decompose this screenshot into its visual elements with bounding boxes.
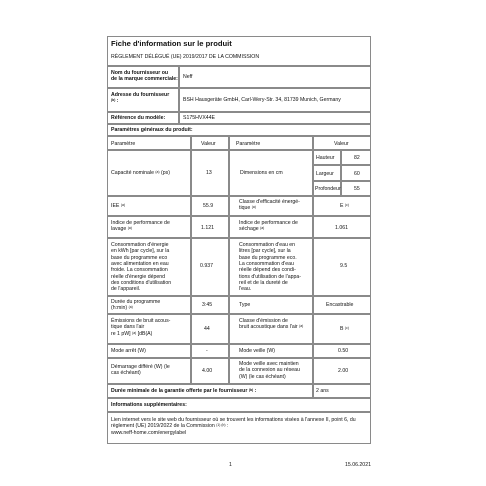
dimension-depth-value: 55 [354, 186, 360, 192]
dimension-height-value: 82 [354, 155, 360, 161]
footer-date: 15.06.2021 [345, 462, 371, 468]
supplier-name-label: Nom du fournisseur ou de la marque commerciale: [111, 70, 178, 83]
programme-duration-label: Durée du programme (h:min) $^{(a)}$ [111, 299, 161, 312]
dimension-width-value: 60 [354, 171, 360, 177]
noise-class-label: Classe d'émission de bruit acoustique dans l'air $^{(a)}$ [239, 318, 304, 331]
programme-duration-value: 3:45 [202, 302, 213, 308]
water-consumption-value: 9.5 [340, 263, 348, 269]
iee-value: 55.9 [203, 203, 214, 209]
additional-info-text: Lien internet vers le site web du fournisseur où se trouvent les informations visées à l'annexe II, point 6, du règlement (UE) 2019/2022 de la Commission $^{(1) (b)}$ : www.neff-home.com/energylabel [111, 417, 356, 436]
warranty-label: Durée minimale de la garantie offerte par le fournisseur $^{(b)}$ : [111, 388, 257, 394]
energy-consumption-label: Consommation d'énergie en kWh [par cycle], sur la base du programme eco avec alimentation en eau froide. La consommation réelle d'énergie dépend des conditions d'utilisation de l'appareil. [111, 242, 172, 293]
off-mode-value: - [206, 348, 208, 354]
column-header-parameter-1: Paramètre [111, 141, 136, 147]
dimension-width-label: Largeur [316, 171, 334, 177]
column-header-parameter-2: Paramètre [236, 141, 261, 147]
energy-efficiency-class-value: E $^{(c)}$ [340, 203, 349, 209]
noise-class-value: B $^{(c)}$ [340, 326, 349, 332]
page-number: 1 [229, 462, 232, 468]
regulation-reference: RÈGLEMENT DÉLÉGUÉ (UE) 2019/2017 DE LA COMMISSION [111, 54, 260, 60]
capacity-value: 13 [206, 170, 212, 176]
cleaning-performance-label: Indice de performance de lavage $^{(a)}$ [111, 220, 170, 233]
standby-mode-value: 0.50 [338, 348, 349, 354]
capacity-label: Capacité nominale $^{(a)}$ (ps) [111, 170, 170, 176]
type-label: Type [239, 302, 251, 308]
warranty-value: 2 ans [316, 388, 329, 394]
delay-start-value: 4.00 [202, 368, 213, 374]
networked-standby-value: 2.00 [338, 368, 349, 374]
dimension-depth-label: Profondeur [315, 186, 341, 192]
dimension-height-label: Hauteur [316, 155, 335, 161]
supplier-name-value-cell [179, 66, 371, 88]
drying-performance-label: Indice de performance de séchage $^{(a)}$ [239, 220, 298, 233]
energy-label-link[interactable]: www.neff-home.com/energylabel [111, 429, 187, 436]
sheet-title: Fiche d'information sur le produit [111, 39, 232, 48]
column-header-value-1: Valeur [201, 141, 216, 147]
networked-standby-label: Mode veille avec maintien de la connexion au réseau (W) (le cas échéant) [239, 361, 300, 380]
type-value: Encastrable [326, 302, 354, 308]
energy-efficiency-class-label: Classe d'efficacité énergé- tique $^{(a)}$ [239, 199, 300, 212]
model-label: Référence du modèle: [111, 115, 166, 121]
model-value: S175HVX44E [183, 115, 216, 121]
energy-consumption-value: 0.937 [200, 263, 213, 269]
dimensions-label: Dimensions en cm [240, 170, 283, 176]
noise-emission-value: 44 [204, 326, 210, 332]
supplier-address-label: Adresse du fournisseur $^{(b)}$ : [111, 92, 170, 105]
water-consumption-label: Consommation d'eau en litres [par cycle], sur la base du programme eco. La consommation d'eau réelle dépend des condi- tions d'utilisation de l'appa- reil et de la dureté de l'eau. [239, 242, 301, 293]
row5-value1-cell [191, 344, 229, 358]
additional-info-title: Informations supplémentaires: [111, 402, 187, 408]
supplier-name-value: Neff [183, 74, 193, 80]
column-header-value-2: Valeur [334, 141, 349, 147]
off-mode-label: Mode arrêt (W) [111, 348, 146, 354]
drying-performance-value: 1.061 [335, 225, 348, 231]
noise-emission-label: Émissions de bruit acous- tique dans l'air re 1 pW] $^{(a)}$ [dB(A) [111, 318, 171, 337]
delay-start-label: Démarrage différé (W) (le cas échéant) [111, 364, 170, 377]
cleaning-performance-value: 1.121 [201, 225, 214, 231]
row4-value1-cell [191, 314, 229, 344]
supplier-address-value: BSH Hausgeräte GmbH, Carl-Wery-Str. 34, 81739 Munich, Germany [183, 97, 341, 103]
standby-mode-label: Mode veille (W) [239, 348, 276, 354]
general-parameters-title: Paramètres généraux du produit: [111, 127, 193, 133]
iee-label: IEE $^{(a)}$ [111, 203, 125, 209]
